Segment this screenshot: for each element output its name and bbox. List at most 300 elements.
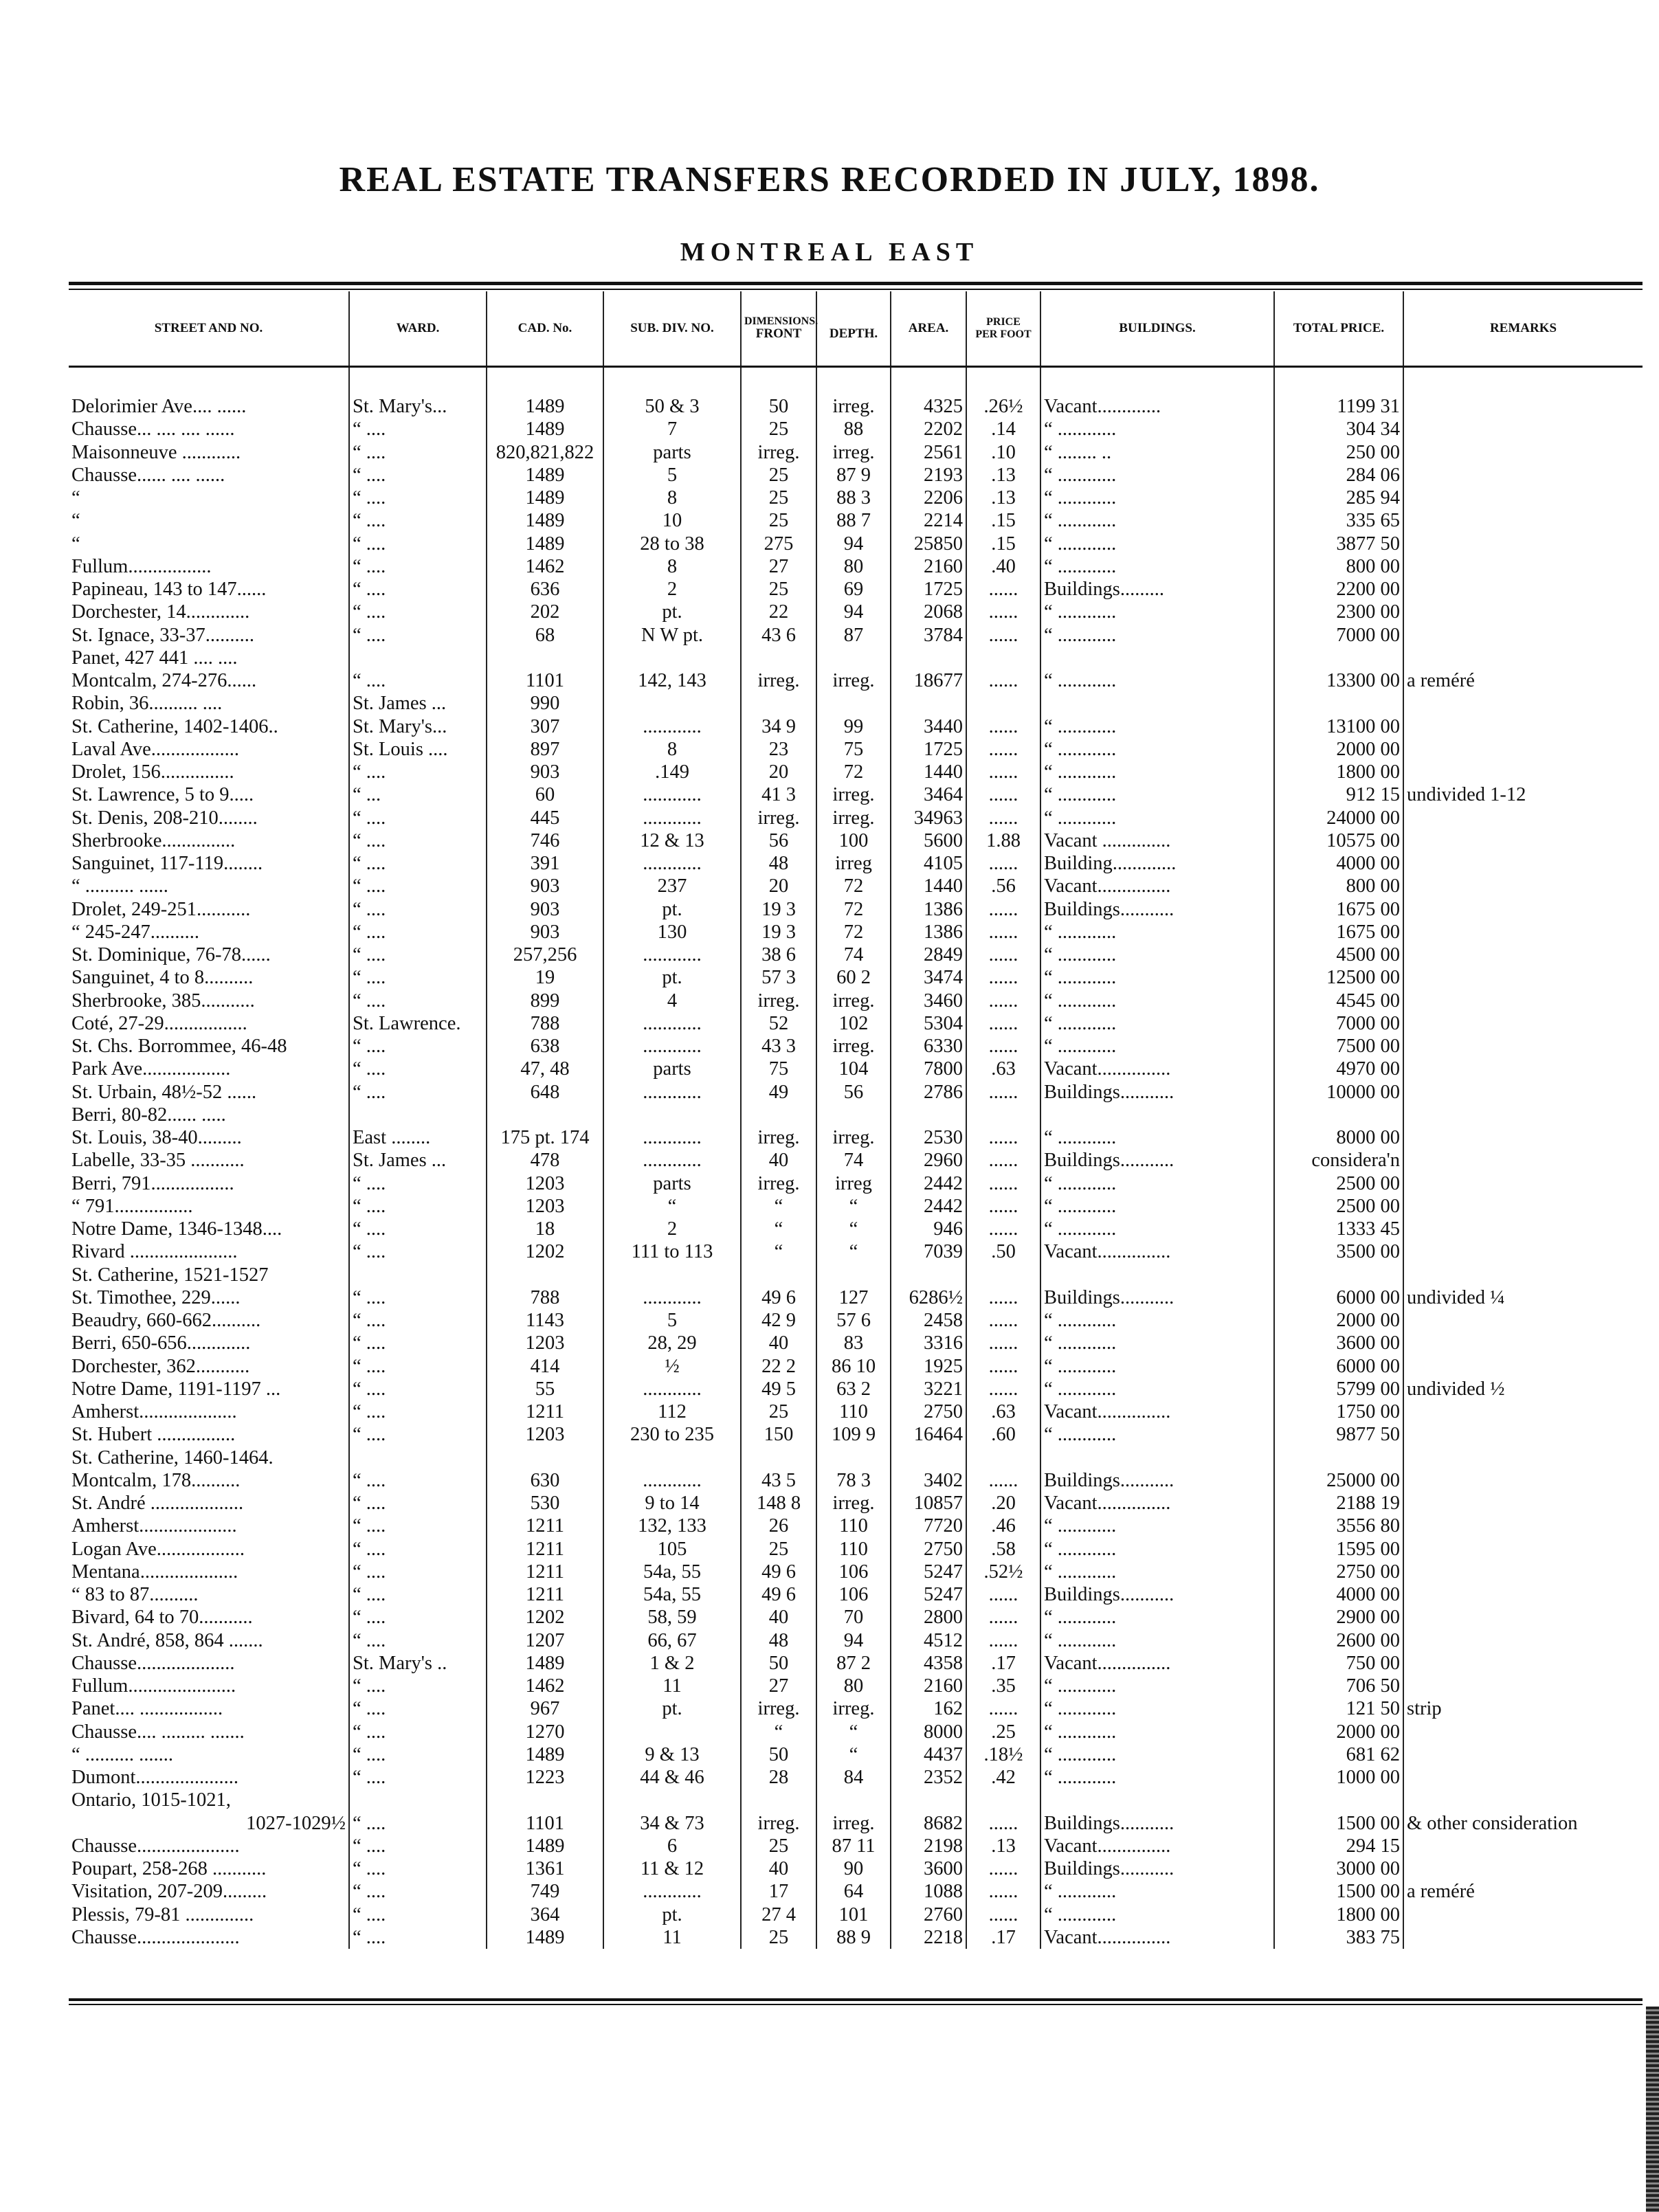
table-row bbox=[69, 783, 1643, 806]
table-row bbox=[69, 441, 1643, 464]
table-row bbox=[69, 692, 1643, 715]
cell-front: 27 bbox=[741, 555, 816, 578]
cell-price-per-foot: ...... bbox=[966, 898, 1040, 921]
table-row bbox=[69, 1104, 1643, 1126]
cell-sub-div bbox=[603, 1264, 741, 1286]
cell-remarks bbox=[1403, 1606, 1643, 1629]
cell-buildings: “ ............ bbox=[1040, 1035, 1274, 1058]
table-row bbox=[69, 943, 1643, 966]
cell-street: Montcalm, 178.......... bbox=[69, 1469, 349, 1492]
cell-cad-no: 1489 bbox=[487, 533, 603, 555]
cell-price-per-foot: ...... bbox=[966, 578, 1040, 601]
cell-front: 22 bbox=[741, 601, 816, 623]
transfers-table-body bbox=[69, 367, 1643, 1950]
cell-depth: 110 bbox=[816, 1538, 891, 1561]
header-depth-label: DEPTH. bbox=[829, 326, 878, 342]
cell-depth: 83 bbox=[816, 1332, 891, 1354]
cell-ward: “ .... bbox=[349, 1606, 487, 1629]
cell-buildings: “ ............ bbox=[1040, 1766, 1274, 1789]
cell-price-per-foot: .20 bbox=[966, 1492, 1040, 1515]
table-row bbox=[69, 1629, 1643, 1652]
cell-price-per-foot bbox=[966, 1104, 1040, 1126]
cell-ward: “ .... bbox=[349, 509, 487, 532]
cell-remarks bbox=[1403, 761, 1643, 783]
cell-area: 34963 bbox=[891, 807, 966, 829]
cell-buildings: “ ............ bbox=[1040, 1355, 1274, 1378]
cell-sub-div bbox=[603, 1104, 741, 1126]
cell-front: 25 bbox=[741, 1926, 816, 1949]
cell-area: 3460 bbox=[891, 990, 966, 1012]
cell-street: St. Louis, 38-40......... bbox=[69, 1126, 349, 1149]
cell-remarks: & other consideration bbox=[1407, 1812, 1578, 1834]
table-row bbox=[69, 1012, 1643, 1035]
cell-front: “ bbox=[741, 1721, 816, 1743]
table-row bbox=[69, 852, 1643, 875]
cell-ward: St. Mary's... bbox=[349, 715, 487, 738]
cell-cad-no: 1489 bbox=[487, 464, 603, 487]
table-row bbox=[69, 395, 1643, 418]
cell-cad-no: 1489 bbox=[487, 1926, 603, 1949]
cell-sub-div: ............ bbox=[603, 783, 741, 806]
cell-total-price: 1500 00 bbox=[1274, 1880, 1403, 1903]
cell-street: Coté, 27-29................. bbox=[69, 1012, 349, 1035]
cell-area: 1386 bbox=[891, 921, 966, 943]
cell-price-per-foot: ...... bbox=[966, 1697, 1040, 1720]
table-row bbox=[69, 533, 1643, 555]
cell-depth: irreg. bbox=[816, 1126, 891, 1149]
cell-total-price: 750 00 bbox=[1274, 1652, 1403, 1675]
table-row bbox=[69, 1515, 1643, 1537]
cell-area: 1088 bbox=[891, 1880, 966, 1903]
cell-price-per-foot: .15 bbox=[966, 533, 1040, 555]
cell-remarks bbox=[1403, 1400, 1643, 1423]
table-row bbox=[69, 1675, 1643, 1697]
cell-area bbox=[891, 1446, 966, 1469]
cell-depth: “ bbox=[816, 1218, 891, 1240]
cell-front: 40 bbox=[741, 1149, 816, 1172]
cell-depth: irreg. bbox=[816, 1492, 891, 1515]
cell-cad-no: 1489 bbox=[487, 1743, 603, 1766]
cell-price-per-foot: ...... bbox=[966, 1126, 1040, 1149]
cell-total-price: 3500 00 bbox=[1274, 1240, 1403, 1263]
cell-remarks bbox=[1403, 1218, 1643, 1240]
cell-ward: “ .... bbox=[349, 1240, 487, 1263]
table-row bbox=[69, 1058, 1643, 1080]
cell-street: Bivard, 64 to 70........... bbox=[69, 1606, 349, 1629]
cell-ward bbox=[349, 647, 487, 669]
cell-buildings: “ ............ bbox=[1040, 1126, 1274, 1149]
cell-street: Panet, 427 441 .... .... bbox=[69, 647, 349, 669]
cell-area: 162 bbox=[891, 1697, 966, 1720]
cell-ward: “ .... bbox=[349, 1332, 487, 1354]
cell-cad-no: 630 bbox=[487, 1469, 603, 1492]
cell-cad-no: 1202 bbox=[487, 1240, 603, 1263]
cell-front: 25 bbox=[741, 464, 816, 487]
cell-cad-no: 1270 bbox=[487, 1721, 603, 1743]
cell-cad-no: 1489 bbox=[487, 509, 603, 532]
cell-total-price: 4970 00 bbox=[1274, 1058, 1403, 1080]
cell-area: 7039 bbox=[891, 1240, 966, 1263]
page-title: REAL ESTATE TRANSFERS RECORDED IN JULY, 1898. bbox=[339, 160, 1320, 199]
cell-price-per-foot: .26½ bbox=[966, 395, 1040, 418]
cell-area: 16464 bbox=[891, 1423, 966, 1446]
cell-buildings: “ ............ bbox=[1040, 738, 1274, 761]
table-row bbox=[69, 1126, 1643, 1149]
cell-area: 4105 bbox=[891, 852, 966, 875]
cell-street: Beaudry, 660-662.......... bbox=[69, 1309, 349, 1332]
cell-street: St. Timothee, 229...... bbox=[69, 1286, 349, 1309]
cell-sub-div: 9 to 14 bbox=[603, 1492, 741, 1515]
cell-ward: “ .... bbox=[349, 1538, 487, 1561]
cell-total-price bbox=[1274, 692, 1403, 715]
cell-total-price: 2750 00 bbox=[1274, 1561, 1403, 1583]
cell-price-per-foot: ...... bbox=[966, 1012, 1040, 1035]
cell-buildings: “ ............ bbox=[1040, 1743, 1274, 1766]
cell-price-per-foot bbox=[966, 647, 1040, 669]
cell-cad-no: 1211 bbox=[487, 1561, 603, 1583]
cell-area: 2530 bbox=[891, 1126, 966, 1149]
cell-front: 43 6 bbox=[741, 624, 816, 647]
cell-street: St. Dominique, 76-78...... bbox=[69, 943, 349, 966]
table-row bbox=[69, 578, 1643, 601]
cell-depth: 102 bbox=[816, 1012, 891, 1035]
cell-front: 17 bbox=[741, 1880, 816, 1903]
cell-price-per-foot: ...... bbox=[966, 1195, 1040, 1218]
cell-remarks bbox=[1403, 1035, 1643, 1058]
cell-street: Drolet, 249-251........... bbox=[69, 898, 349, 921]
cell-remarks bbox=[1403, 966, 1643, 989]
cell-price-per-foot: .46 bbox=[966, 1515, 1040, 1537]
cell-total-price: 4000 00 bbox=[1274, 1583, 1403, 1606]
cell-buildings: Vacant............... bbox=[1040, 1492, 1274, 1515]
cell-front: 25 bbox=[741, 487, 816, 509]
cell-remarks: a reméré bbox=[1407, 670, 1475, 692]
cell-price-per-foot: .13 bbox=[966, 487, 1040, 509]
cell-depth: 88 bbox=[816, 418, 891, 440]
table-row bbox=[69, 829, 1643, 852]
cell-sub-div: ............ bbox=[603, 715, 741, 738]
cell-cad-no: 478 bbox=[487, 1149, 603, 1172]
cell-remarks bbox=[1403, 990, 1643, 1012]
cell-area: 18677 bbox=[891, 669, 966, 692]
cell-cad-no: 1211 bbox=[487, 1538, 603, 1561]
cell-buildings: “ ............ bbox=[1040, 1378, 1274, 1400]
cell-front: 49 5 bbox=[741, 1378, 816, 1400]
table-row bbox=[69, 898, 1643, 921]
table-row bbox=[69, 1081, 1643, 1104]
cell-sub-div: ............ bbox=[603, 1012, 741, 1035]
cell-area: 5600 bbox=[891, 829, 966, 852]
cell-buildings: “ ............ bbox=[1040, 943, 1274, 966]
cell-remarks bbox=[1403, 1172, 1643, 1195]
cell-ward: “ .... bbox=[349, 761, 487, 783]
cell-sub-div: ½ bbox=[603, 1355, 741, 1378]
cell-price-per-foot: 1.88 bbox=[966, 829, 1040, 852]
cell-depth: irreg. bbox=[816, 807, 891, 829]
cell-front: irreg. bbox=[741, 441, 816, 464]
cell-front: 38 6 bbox=[741, 943, 816, 966]
cell-price-per-foot: .60 bbox=[966, 1423, 1040, 1446]
table-row bbox=[69, 647, 1643, 669]
cell-buildings: “ ............ bbox=[1040, 1675, 1274, 1697]
cell-cad-no: 68 bbox=[487, 624, 603, 647]
cell-cad-no: 749 bbox=[487, 1880, 603, 1903]
table-row bbox=[69, 418, 1643, 440]
table-row bbox=[69, 1880, 1643, 1903]
cell-area: 5304 bbox=[891, 1012, 966, 1035]
cell-sub-div: 2 bbox=[603, 578, 741, 601]
cell-depth: irreg. bbox=[816, 783, 891, 806]
header-price-per-foot bbox=[966, 291, 1040, 367]
cell-price-per-foot: ...... bbox=[966, 669, 1040, 692]
cell-street: Amherst.................... bbox=[69, 1400, 349, 1423]
cell-sub-div: ............ bbox=[603, 852, 741, 875]
table-row bbox=[69, 464, 1643, 487]
table-row bbox=[69, 1561, 1643, 1583]
cell-sub-div: ............ bbox=[603, 807, 741, 829]
cell-sub-div: 142, 143 bbox=[603, 669, 741, 692]
cell-price-per-foot: .63 bbox=[966, 1400, 1040, 1423]
cell-remarks bbox=[1403, 1423, 1643, 1446]
cell-remarks bbox=[1403, 1332, 1643, 1354]
table-row bbox=[69, 1857, 1643, 1880]
table-row bbox=[69, 669, 1643, 692]
cell-depth: 87 bbox=[816, 624, 891, 647]
cell-depth: 94 bbox=[816, 1629, 891, 1652]
cell-street: Chausse.................... bbox=[69, 1652, 349, 1675]
cell-cad-no: 903 bbox=[487, 921, 603, 943]
cell-sub-div: ............ bbox=[603, 1035, 741, 1058]
cell-total-price: 681 62 bbox=[1274, 1743, 1403, 1766]
cell-area: 10857 bbox=[891, 1492, 966, 1515]
cell-area bbox=[891, 1104, 966, 1126]
cell-total-price: 2600 00 bbox=[1274, 1629, 1403, 1652]
cell-remarks: undivided ½ bbox=[1407, 1378, 1505, 1400]
cell-cad-no: 1203 bbox=[487, 1332, 603, 1354]
cell-front: 50 bbox=[741, 1743, 816, 1766]
table-row bbox=[69, 1812, 1643, 1835]
cell-buildings: “ ............ bbox=[1040, 1218, 1274, 1240]
cell-depth: 56 bbox=[816, 1081, 891, 1104]
cell-buildings: “ ............ bbox=[1040, 624, 1274, 647]
cell-sub-div: 28, 29 bbox=[603, 1332, 741, 1354]
cell-cad-no: 175 pt. 174 bbox=[487, 1126, 603, 1149]
cell-cad-no: 19 bbox=[487, 966, 603, 989]
cell-area: 3440 bbox=[891, 715, 966, 738]
cell-total-price: 335 65 bbox=[1274, 509, 1403, 532]
cell-remarks bbox=[1403, 509, 1643, 532]
cell-area: 4325 bbox=[891, 395, 966, 418]
cell-area: 2849 bbox=[891, 943, 966, 966]
cell-buildings: “ ............ bbox=[1040, 1012, 1274, 1035]
cell-total-price: 2000 00 bbox=[1274, 1309, 1403, 1332]
cell-buildings: “ ............ bbox=[1040, 1515, 1274, 1537]
cell-buildings bbox=[1040, 1104, 1274, 1126]
cell-remarks bbox=[1403, 578, 1643, 601]
cell-total-price: 1675 00 bbox=[1274, 921, 1403, 943]
cell-front: “ bbox=[741, 1240, 816, 1263]
cell-depth: 78 3 bbox=[816, 1469, 891, 1492]
cell-sub-div: 8 bbox=[603, 555, 741, 578]
table-row bbox=[69, 1240, 1643, 1263]
cell-street: St. Urbain, 48½-52 ...... bbox=[69, 1081, 349, 1104]
cell-front bbox=[741, 692, 816, 715]
cell-remarks bbox=[1403, 1926, 1643, 1949]
cell-cad-no: 788 bbox=[487, 1286, 603, 1309]
table-row bbox=[69, 1789, 1643, 1811]
cell-price-per-foot: ...... bbox=[966, 601, 1040, 623]
cell-front: 23 bbox=[741, 738, 816, 761]
cell-depth: 74 bbox=[816, 1149, 891, 1172]
top-rule-thick bbox=[69, 282, 1643, 285]
cell-sub-div: ............ bbox=[603, 1126, 741, 1149]
cell-depth: irreg. bbox=[816, 669, 891, 692]
cell-total-price bbox=[1274, 647, 1403, 669]
cell-street: Fullum................. bbox=[69, 555, 349, 578]
cell-depth: irreg bbox=[816, 852, 891, 875]
cell-depth: 74 bbox=[816, 943, 891, 966]
cell-price-per-foot: ...... bbox=[966, 852, 1040, 875]
cell-area: 6286½ bbox=[891, 1286, 966, 1309]
cell-price-per-foot: .15 bbox=[966, 509, 1040, 532]
cell-ward bbox=[349, 1264, 487, 1286]
table-row bbox=[69, 1583, 1643, 1606]
header-row bbox=[69, 291, 1643, 367]
cell-sub-div: parts bbox=[603, 1172, 741, 1195]
cell-depth bbox=[816, 1446, 891, 1469]
cell-street: Logan Ave.................. bbox=[69, 1538, 349, 1561]
cell-area: 2198 bbox=[891, 1835, 966, 1857]
cell-buildings bbox=[1040, 647, 1274, 669]
cell-area: 2160 bbox=[891, 555, 966, 578]
cell-ward: “ .... bbox=[349, 441, 487, 464]
cell-depth: 86 10 bbox=[816, 1355, 891, 1378]
cell-buildings: “ ............ bbox=[1040, 966, 1274, 989]
cell-remarks bbox=[1403, 487, 1643, 509]
header-dimensions: DIMENSIONS. bbox=[744, 315, 819, 327]
cell-front: 50 bbox=[741, 395, 816, 418]
table-row bbox=[69, 624, 1643, 647]
cell-front: 49 6 bbox=[741, 1286, 816, 1309]
cell-street: Park Ave.................. bbox=[69, 1058, 349, 1080]
cell-ward: “ .... bbox=[349, 1400, 487, 1423]
cell-remarks bbox=[1403, 692, 1643, 715]
cell-buildings: Buildings........... bbox=[1040, 1081, 1274, 1104]
cell-remarks bbox=[1403, 852, 1643, 875]
cell-buildings: Buildings........... bbox=[1040, 1286, 1274, 1309]
cell-ward bbox=[349, 1446, 487, 1469]
header-ppf-bottom: PER FOOT bbox=[975, 328, 1032, 340]
cell-ward: “ .... bbox=[349, 1835, 487, 1857]
cell-ward: “ .... bbox=[349, 1058, 487, 1080]
table-row bbox=[69, 1652, 1643, 1675]
cell-buildings: “ ............ bbox=[1040, 1629, 1274, 1652]
cell-price-per-foot: ...... bbox=[966, 1857, 1040, 1880]
cell-total-price: 121 50 bbox=[1274, 1697, 1403, 1720]
cell-sub-div: 8 bbox=[603, 738, 741, 761]
cell-front: irreg. bbox=[741, 807, 816, 829]
cell-total-price: 13100 00 bbox=[1274, 715, 1403, 738]
cell-street: Delorimier Ave.... ...... bbox=[69, 395, 349, 418]
cell-street: St. Ignace, 33-37.......... bbox=[69, 624, 349, 647]
cell-cad-no bbox=[487, 1789, 603, 1811]
cell-ward: St. James ... bbox=[349, 692, 487, 715]
cell-area: 2068 bbox=[891, 601, 966, 623]
table-row bbox=[69, 1332, 1643, 1354]
cell-area: 5247 bbox=[891, 1561, 966, 1583]
cell-cad-no: 903 bbox=[487, 875, 603, 897]
cell-depth: 72 bbox=[816, 921, 891, 943]
cell-cad-no: 1462 bbox=[487, 1675, 603, 1697]
cell-area: 2760 bbox=[891, 1903, 966, 1926]
cell-total-price: 5799 00 bbox=[1274, 1378, 1403, 1400]
table-row bbox=[69, 1218, 1643, 1240]
cell-buildings: “ ............ bbox=[1040, 509, 1274, 532]
cell-street: Labelle, 33-35 ........... bbox=[69, 1149, 349, 1172]
cell-remarks bbox=[1403, 1675, 1643, 1697]
cell-cad-no: 307 bbox=[487, 715, 603, 738]
cell-total-price: 1800 00 bbox=[1274, 761, 1403, 783]
cell-sub-div: 12 & 13 bbox=[603, 829, 741, 852]
cell-sub-div: ............ bbox=[603, 1081, 741, 1104]
cell-sub-div: parts bbox=[603, 1058, 741, 1080]
cell-ward: “ .... bbox=[349, 1423, 487, 1446]
cell-street: Laval Ave.................. bbox=[69, 738, 349, 761]
cell-street: Drolet, 156............... bbox=[69, 761, 349, 783]
cell-price-per-foot: .14 bbox=[966, 418, 1040, 440]
cell-front: 25 bbox=[741, 1400, 816, 1423]
cell-street: Amherst.................... bbox=[69, 1515, 349, 1537]
cell-buildings: Buildings........... bbox=[1040, 1812, 1274, 1835]
cell-depth: irreg. bbox=[816, 1035, 891, 1058]
cell-front: 34 9 bbox=[741, 715, 816, 738]
cell-area: 8682 bbox=[891, 1812, 966, 1835]
cell-remarks bbox=[1403, 1309, 1643, 1332]
cell-front: 25 bbox=[741, 578, 816, 601]
cell-remarks bbox=[1403, 807, 1643, 829]
cell-depth: 88 9 bbox=[816, 1926, 891, 1949]
cell-buildings: “ ............ bbox=[1040, 1606, 1274, 1629]
cell-buildings: Buildings........... bbox=[1040, 1583, 1274, 1606]
cell-ward: “ .... bbox=[349, 1743, 487, 1766]
cell-front bbox=[741, 1446, 816, 1469]
cell-total-price: 3556 80 bbox=[1274, 1515, 1403, 1537]
cell-price-per-foot bbox=[966, 1446, 1040, 1469]
cell-cad-no bbox=[487, 1264, 603, 1286]
cell-front: 22 2 bbox=[741, 1355, 816, 1378]
cell-price-per-foot: ...... bbox=[966, 783, 1040, 806]
cell-total-price: 9877 50 bbox=[1274, 1423, 1403, 1446]
cell-depth: irreg bbox=[816, 1172, 891, 1195]
table-row bbox=[69, 487, 1643, 509]
cell-remarks bbox=[1403, 441, 1643, 464]
cell-ward: “ .... bbox=[349, 418, 487, 440]
table-row bbox=[69, 1423, 1643, 1446]
cell-total-price: 10575 00 bbox=[1274, 829, 1403, 852]
cell-total-price bbox=[1274, 1789, 1403, 1811]
table-row bbox=[69, 1469, 1643, 1492]
cell-front: irreg. bbox=[741, 669, 816, 692]
cell-buildings: Vacant............... bbox=[1040, 1240, 1274, 1263]
cell-remarks: undivided ¼ bbox=[1407, 1286, 1505, 1308]
cell-total-price: 1675 00 bbox=[1274, 898, 1403, 921]
cell-sub-div: pt. bbox=[603, 601, 741, 623]
cell-area: 2458 bbox=[891, 1309, 966, 1332]
cell-total-price: 2188 19 bbox=[1274, 1492, 1403, 1515]
cell-buildings: “ ............ bbox=[1040, 669, 1274, 692]
cell-area: 2561 bbox=[891, 441, 966, 464]
table-row bbox=[69, 921, 1643, 943]
